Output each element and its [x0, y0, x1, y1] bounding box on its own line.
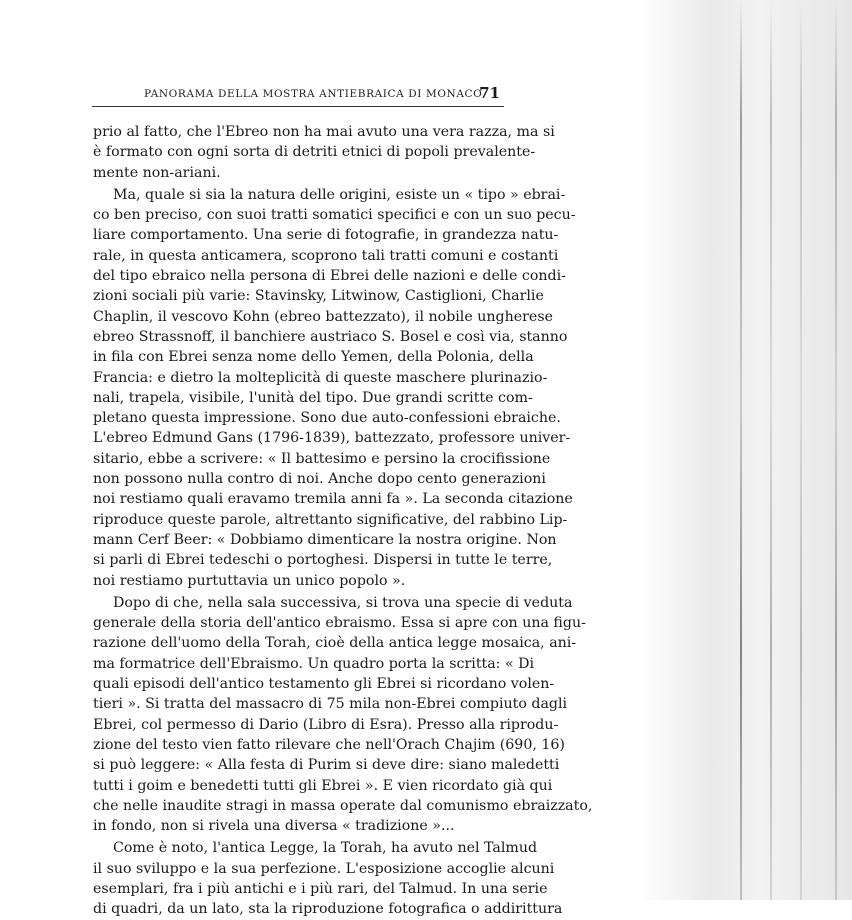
text-line: che nelle inaudite stragi in massa operate dal comunismo ebraizzato,: [93, 797, 593, 814]
page-number: 71: [479, 84, 500, 102]
running-header-title: PANORAMA DELLA MOSTRA ANTIEBRAICA DI MONACO: [144, 88, 483, 100]
text-line: esemplari, fra i più antichi e i più rari, del Talmud. In una serie: [93, 880, 548, 897]
text-line: riproduce queste parole, altrettanto significative, del rabbino Lip-: [93, 511, 568, 528]
text-line: si parli di Ebrei tedeschi o portoghesi. Dispersi in tutte le terre,: [93, 552, 553, 569]
text-line: Francia: e dietro la molteplicità di queste maschere plurinazio-: [93, 369, 548, 386]
page-edge-line: [740, 0, 742, 900]
text-line: Ebrei, col permesso di Dario (Libro di Esra). Presso alla riprodu-: [93, 716, 559, 733]
text-line: di quadri, da un lato, sta la riproduzione fotografica o addirittura: [93, 901, 563, 918]
running-header: [92, 84, 504, 107]
text-line: non possono nulla contro di noi. Anche dopo cento generazioni: [93, 471, 546, 488]
text-line: ebreo Strassnoff, il banchiere austriaco S. Bosel e così via, stanno: [93, 328, 568, 345]
text-line: quali episodi dell'antico testamento gli Ebrei si ricordano volen-: [93, 676, 555, 693]
text-line: zioni sociali più varie: Stavinsky, Litwinow, Castiglioni, Charlie: [93, 288, 544, 305]
text-line: pletano questa impressione. Sono due auto-confessioni ebraiche.: [93, 410, 561, 427]
text-line: generale della storia dell'antico ebraismo. Essa si apre con una figu-: [93, 615, 586, 632]
text-line: noi restiamo purtuttavia un unico popolo ».: [93, 572, 406, 589]
text-line: liare comportamento. Una serie di fotografie, in grandezza natu-: [93, 227, 559, 244]
text-line: tieri ». Si tratta del massacro di 75 mila non-Ebrei compiuto dagli: [93, 696, 568, 713]
text-line: co ben preciso, con suoi tratti somatici specifici e con un suo pecu-: [93, 207, 576, 224]
page-edge-line: [800, 0, 802, 900]
text-line: noi restiamo quali eravamo tremila anni fa ». La seconda citazione: [93, 491, 573, 508]
text-line: si può leggere: « Alla festa di Purim si deve dire: siano maledetti: [93, 757, 560, 774]
text-line: Dopo di che, nella sala successiva, si trova una specie di veduta: [113, 594, 573, 611]
page-edge-shadow: [640, 0, 852, 900]
text-line: razione dell'uomo della Torah, cioè della antica legge mosaica, ani-: [93, 635, 577, 652]
page-edge-line: [770, 0, 772, 900]
text-line: rale, in questa anticamera, scoprono tali tratti comuni e costanti: [93, 247, 559, 264]
text-line: L'ebreo Edmund Gans (1796-1839), battezzato, professore univer-: [93, 430, 571, 447]
text-line: tutti i goim e benedetti tutti gli Ebrei ». E vien ricordato già qui: [93, 777, 553, 794]
page-edge-line: [835, 0, 837, 900]
text-line: nali, trapela, visibile, l'unità del tipo. Due grandi scritte com-: [93, 389, 533, 406]
text-line: il suo sviluppo e la sua perfezione. L'esposizione accoglie alcuni: [93, 860, 555, 877]
body-text: [93, 122, 593, 920]
text-line: mann Cerf Beer: « Dobbiamo dimenticare la nostra origine. Non: [93, 531, 557, 548]
text-line: è formato con ogni sorta di detriti etnici di popoli prevalente-: [93, 144, 536, 161]
text-line: mente non-ariani.: [93, 164, 221, 181]
text-line: Ma, quale si sia la natura delle origini, esiste un « tipo » ebrai-: [113, 186, 566, 203]
text-line: zione del testo vien fatto rilevare che nell'Orach Chajim (690, 16): [93, 736, 565, 753]
text-line: prio al fatto, che l'Ebreo non ha mai avuto una vera razza, ma si: [93, 124, 555, 140]
text-line: sitario, ebbe a scrivere: « Il battesimo e persino la crocifissione: [93, 450, 551, 467]
text-line: Chaplin, il vescovo Kohn (ebreo battezzato), il nobile ungherese: [93, 308, 553, 325]
text-line: del tipo ebraico nella persona di Ebrei delle nazioni e delle condi-: [93, 268, 566, 285]
text-line: in fila con Ebrei senza nome dello Yemen, della Polonia, della: [93, 349, 534, 366]
text-line: in fondo, non si rivela una diversa « tradizione »...: [93, 818, 455, 835]
text-line: Come è noto, l'antica Legge, la Torah, ha avuto nel Talmud: [113, 840, 538, 857]
text-line: ma formatrice dell'Ebraismo. Un quadro porta la scritta: « Di: [93, 655, 535, 672]
